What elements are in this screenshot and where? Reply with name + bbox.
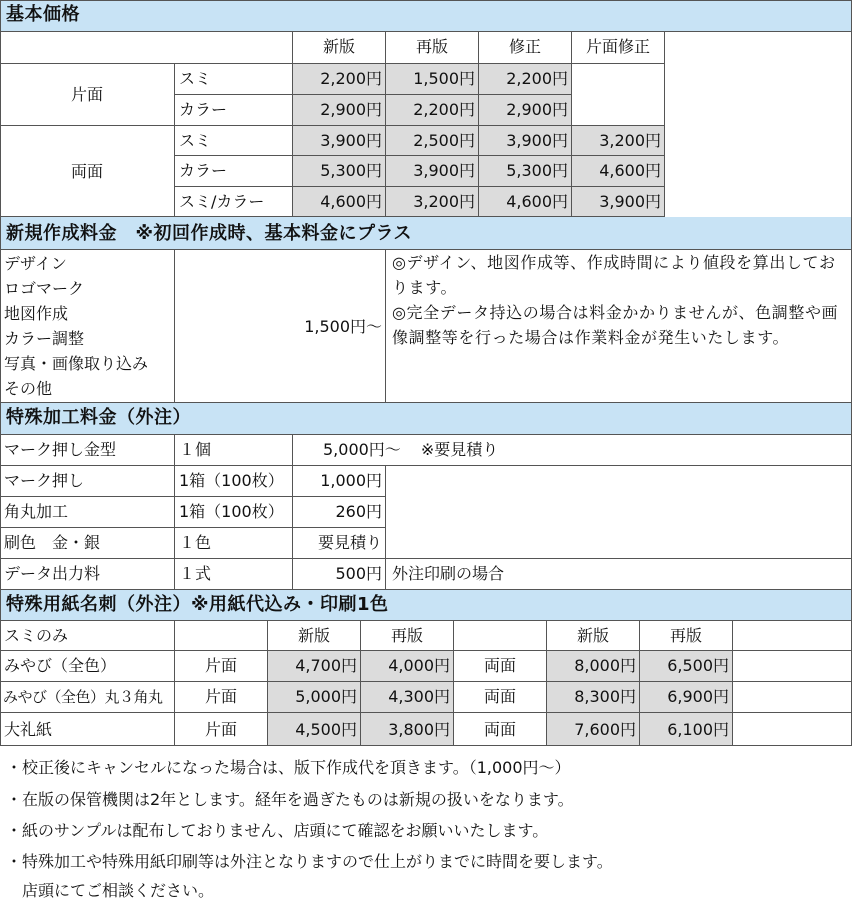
paper-row-single: 片面 xyxy=(175,713,268,746)
single-color-new: 2,900円 xyxy=(293,95,386,126)
double-sumi-color-new: 4,600円 xyxy=(293,187,386,217)
special-row-price: 要見積り xyxy=(293,528,386,559)
footnote: ・紙のサンプルは配布しておりません、店頭にて確認をお願いいたします。 xyxy=(6,821,549,840)
special-row-name: データ出力料 xyxy=(0,559,175,590)
special-row-unit: １式 xyxy=(175,559,293,590)
single-blank xyxy=(572,64,665,126)
double-color-label: カラー xyxy=(175,156,293,187)
paper-row-single-reprint: 3,800円 xyxy=(361,713,454,746)
paper-head-blank xyxy=(733,621,852,651)
paper-row-single: 片面 xyxy=(175,651,268,682)
paper-head-double-new: 新版 xyxy=(547,621,640,651)
special-row-name: 角丸加工 xyxy=(0,497,175,528)
special-row-name: 刷色 金・銀 xyxy=(0,528,175,559)
double-color-reprint: 3,900円 xyxy=(386,156,479,187)
footnote: ・校正後にキャンセルになった場合は、版下作成代を頂きます。（1,000円～） xyxy=(6,758,571,777)
paper-row-double-new: 7,600円 xyxy=(547,713,640,746)
paper-row-single-new: 5,000円 xyxy=(268,682,361,713)
special-row-note: 外注印刷の場合 xyxy=(386,559,852,590)
paper-row-blank xyxy=(733,651,852,682)
creation-item: 写真・画像取り込み xyxy=(4,354,149,373)
special-row-unit: 1箱（100枚） xyxy=(175,497,293,528)
special-row-price: 500円 xyxy=(293,559,386,590)
special-row-unit: １色 xyxy=(175,528,293,559)
paper-row-single: 片面 xyxy=(175,682,268,713)
single-color-reprint: 2,200円 xyxy=(386,95,479,126)
paper-row-double-reprint: 6,900円 xyxy=(640,682,733,713)
paper-row-single-new: 4,700円 xyxy=(268,651,361,682)
footnote: ・特殊加工や特殊用紙印刷等は外注となりますので仕上がりまでに時間を要します。 xyxy=(6,852,613,871)
paper-row-name: 大礼紙 xyxy=(0,713,175,746)
double-sumi-reprint: 2,500円 xyxy=(386,126,479,156)
single-side-label: 片面 xyxy=(0,64,175,126)
paper-row-double-reprint: 6,500円 xyxy=(640,651,733,682)
double-color-revision: 5,300円 xyxy=(479,156,572,187)
paper-row-double-reprint: 6,100円 xyxy=(640,713,733,746)
single-sumi-reprint: 1,500円 xyxy=(386,64,479,95)
double-color-new: 5,300円 xyxy=(293,156,386,187)
paper-row-double-new: 8,000円 xyxy=(547,651,640,682)
special-row-unit: １個 xyxy=(175,435,293,466)
paper-row-blank xyxy=(733,682,852,713)
paper-row-blank xyxy=(733,713,852,746)
creation-fee-header: 新規作成料金 ※初回作成時、基本料金にプラス xyxy=(0,217,852,250)
double-sumi-color-reprint: 3,200円 xyxy=(386,187,479,217)
double-sumi-label: スミ xyxy=(175,126,293,156)
special-row-name: マーク押し xyxy=(0,466,175,497)
basic-header-single-revision: 片面修正 xyxy=(572,32,665,64)
special-row-note: ※要見積り xyxy=(420,440,499,459)
creation-item: その他 xyxy=(4,379,53,398)
double-sumi-color-label: スミ/カラー xyxy=(175,187,293,217)
double-sumi-single-revision: 3,200円 xyxy=(572,126,665,156)
special-row-name: マーク押し金型 xyxy=(0,435,175,466)
paper-head-blank xyxy=(454,621,547,651)
creation-price: 1,500円～ xyxy=(175,250,386,403)
creation-items xyxy=(0,250,175,403)
double-color-single-revision: 4,600円 xyxy=(572,156,665,187)
single-sumi-label: スミ xyxy=(175,64,293,95)
paper-head-single-new: 新版 xyxy=(268,621,361,651)
creation-item: ロゴマーク xyxy=(4,279,85,298)
paper-head-blank xyxy=(175,621,268,651)
creation-note: ◎デザイン、地図作成等、作成時間により値段を算出しております。 xyxy=(392,253,836,297)
paper-row-double: 両面 xyxy=(454,713,547,746)
paper-head-label: スミのみ xyxy=(0,621,175,651)
single-sumi-revision: 2,200円 xyxy=(479,64,572,95)
paper-head-single-reprint: 再版 xyxy=(361,621,454,651)
double-side-label: 両面 xyxy=(0,126,175,217)
paper-row-single-reprint: 4,000円 xyxy=(361,651,454,682)
special-blank-area xyxy=(386,466,852,559)
basic-price-header: 基本価格 xyxy=(0,0,852,32)
paper-head-double-reprint: 再版 xyxy=(640,621,733,651)
single-color-label: カラー xyxy=(175,95,293,126)
paper-row-double-new: 8,300円 xyxy=(547,682,640,713)
paper-row-single-new: 4,500円 xyxy=(268,713,361,746)
special-paper-header: 特殊用紙名刺（外注）※用紙代込み・印刷1色 xyxy=(0,590,852,621)
footnote: 店頭にてご相談ください。 xyxy=(6,881,215,900)
special-row-unit: 1箱（100枚） xyxy=(175,466,293,497)
basic-header-reprint: 再版 xyxy=(386,32,479,64)
double-sumi-revision: 3,900円 xyxy=(479,126,572,156)
basic-header-new: 新版 xyxy=(293,32,386,64)
paper-row-name: みやび（全色）丸３角丸 xyxy=(0,682,175,713)
paper-row-name: みやび（全色） xyxy=(0,651,175,682)
special-row-price: 260円 xyxy=(293,497,386,528)
footnote: ・在版の保管機関は2年とします。経年を過ぎたものは新規の扱いをなります。 xyxy=(6,790,574,809)
double-sumi-color-revision: 4,600円 xyxy=(479,187,572,217)
special-row-price: 5,000円～ xyxy=(323,440,401,459)
paper-row-single-reprint: 4,300円 xyxy=(361,682,454,713)
creation-notes xyxy=(386,250,852,403)
single-color-revision: 2,900円 xyxy=(479,95,572,126)
basic-header-blank xyxy=(0,32,293,64)
double-sumi-color-single-revision: 3,900円 xyxy=(572,187,665,217)
basic-header-revision: 修正 xyxy=(479,32,572,64)
special-processing-header: 特殊加工料金（外注） xyxy=(0,403,852,435)
special-row-price-note xyxy=(293,435,852,466)
creation-item: デザイン xyxy=(4,254,67,273)
paper-row-double: 両面 xyxy=(454,651,547,682)
paper-row-double: 両面 xyxy=(454,682,547,713)
creation-item: 地図作成 xyxy=(4,304,69,323)
creation-note: ◎完全データ持込の場合は料金かかりませんが、色調整や画像調整等を行った場合は作業料金が発生いたします。 xyxy=(392,303,839,347)
special-row-price: 1,000円 xyxy=(293,466,386,497)
creation-item: カラー調整 xyxy=(4,329,85,348)
single-sumi-new: 2,200円 xyxy=(293,64,386,95)
double-sumi-new: 3,900円 xyxy=(293,126,386,156)
